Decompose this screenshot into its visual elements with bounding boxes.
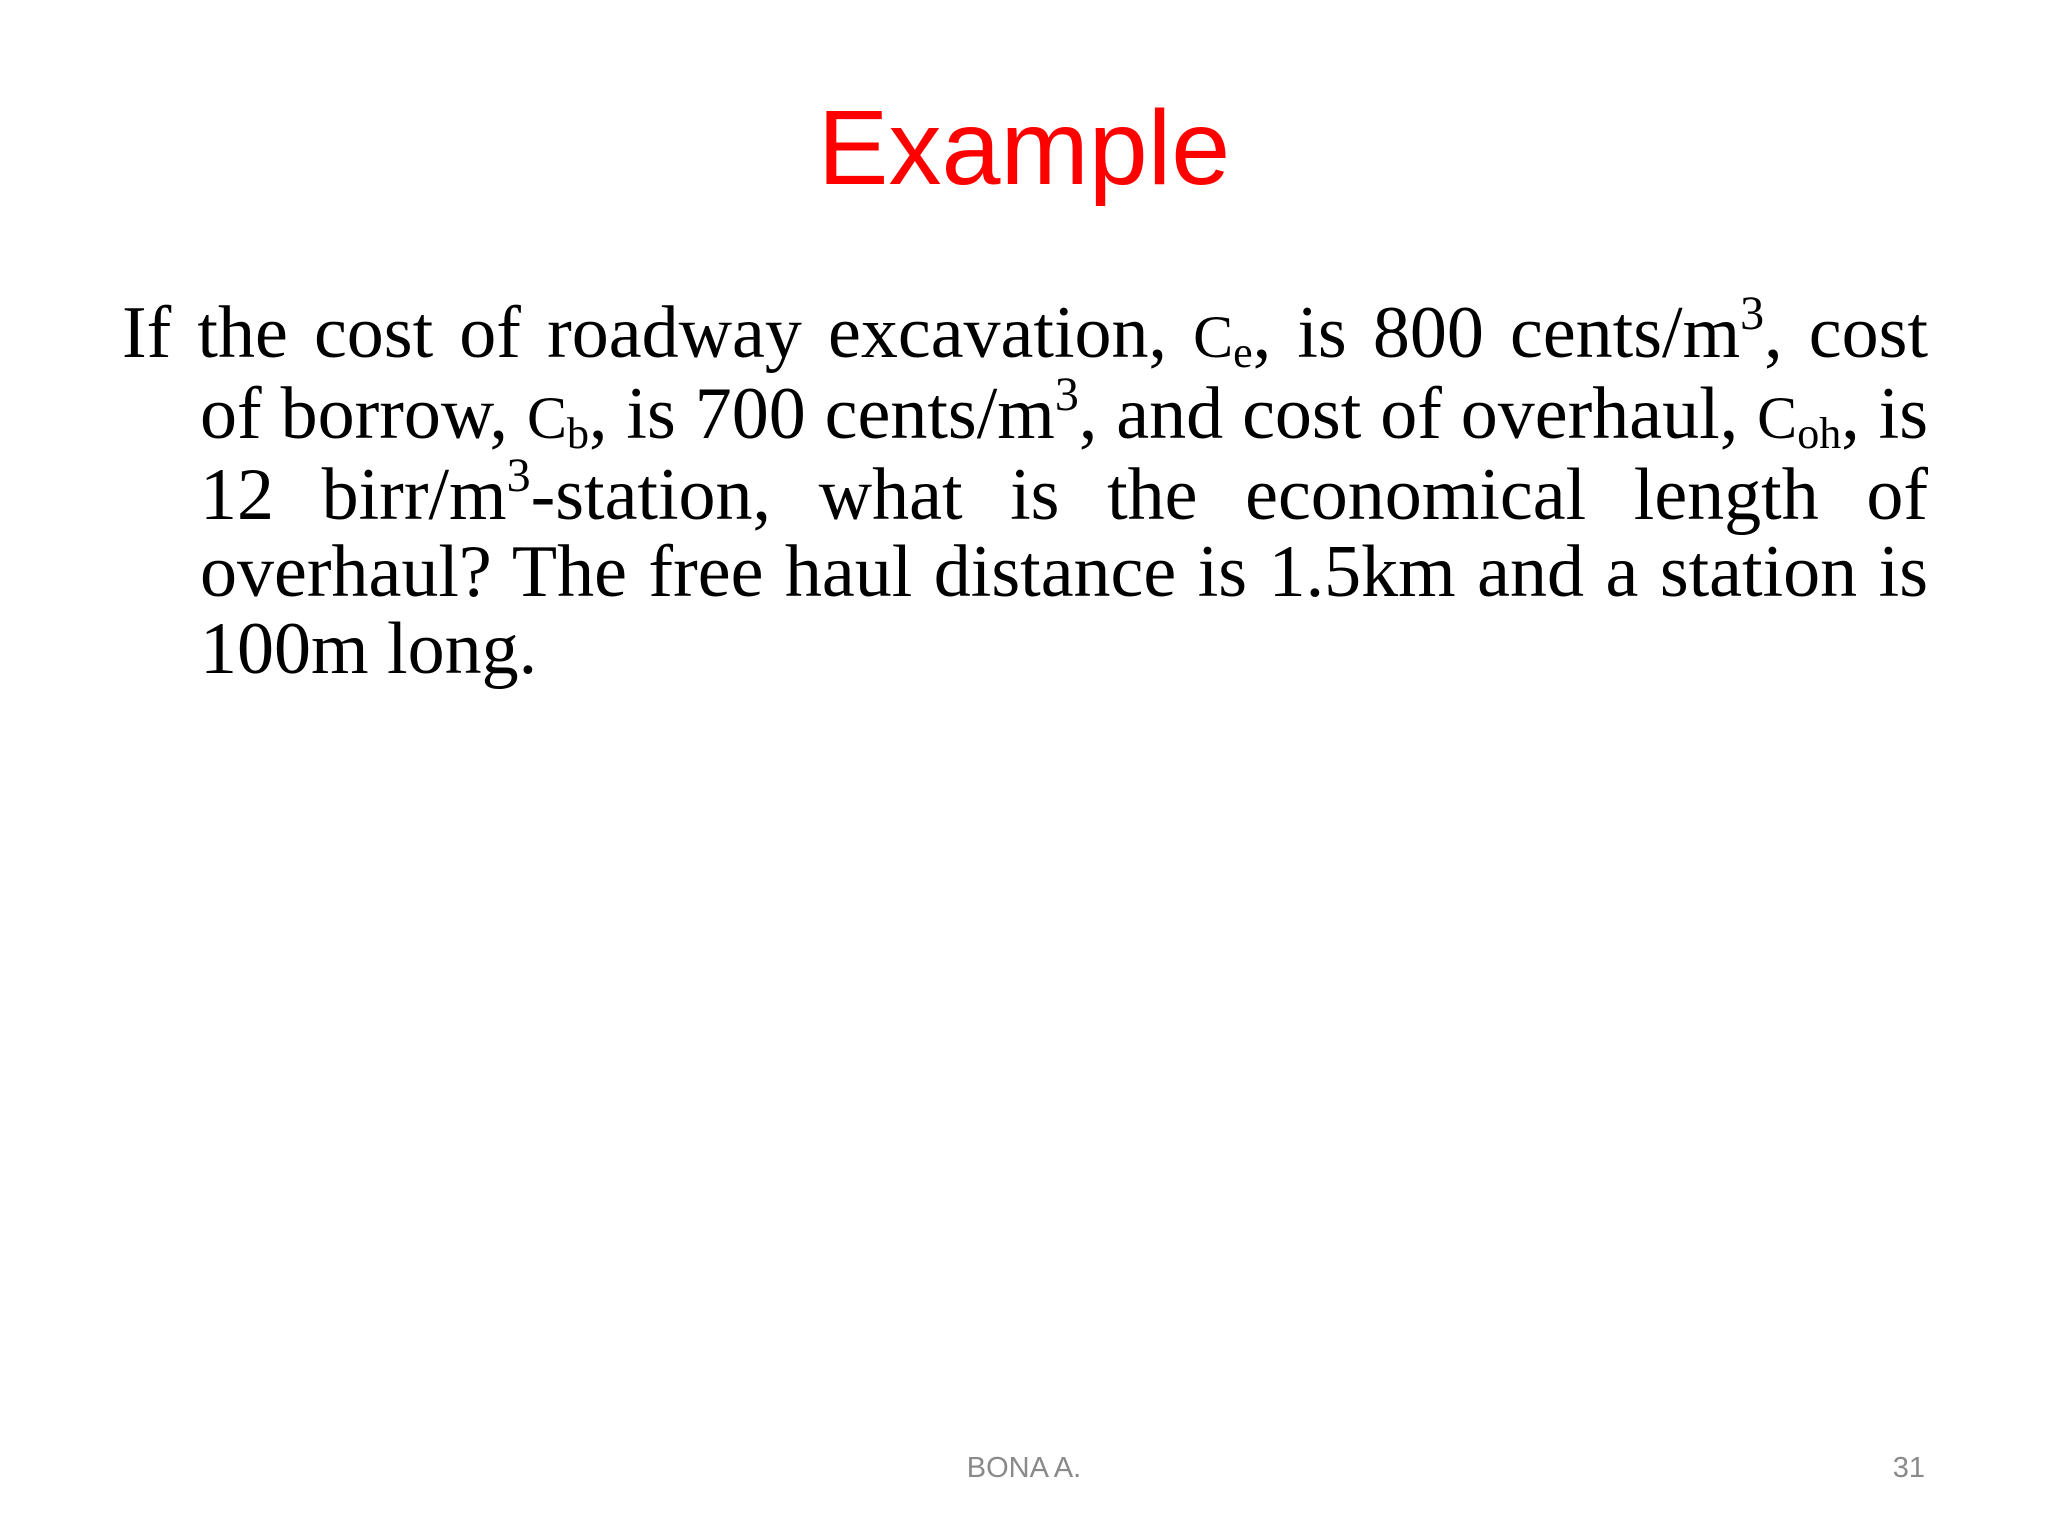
variable-ce [1193, 304, 1253, 377]
variable-subscript: b [566, 409, 589, 458]
footer-author: BONA A. [966, 1452, 1082, 1484]
variable-cb [526, 385, 589, 458]
text-segment: , is 800 cents/m [1252, 292, 1741, 374]
exponent: 3 [1054, 368, 1079, 421]
variable-coh [1757, 385, 1842, 458]
text-segment: , cost of borrow, [200, 292, 1928, 455]
problem-statement [122, 287, 1928, 690]
variable-base: C [1193, 304, 1234, 370]
variable-subscript: oh [1797, 409, 1842, 458]
variable-subscript: e [1233, 328, 1253, 377]
text-segment: , is 12 birr/m [200, 373, 1928, 536]
slide-number: 31 [1892, 1452, 1925, 1484]
variable-base: C [526, 385, 567, 451]
slide-title: Example [817, 89, 1231, 207]
text-segment: , is 700 cents/m [588, 373, 1055, 455]
text-segment: If the cost of roadway excavation, [122, 292, 1194, 374]
text-segment: , and cost of overhaul, [1078, 373, 1758, 455]
exponent: 3 [1740, 287, 1765, 340]
exponent: 3 [506, 449, 531, 502]
variable-base: C [1757, 385, 1798, 451]
text-segment: -station, what is the economical length of overhaul? The free haul distance is 1.5km and a station is 100m long. [200, 454, 1928, 690]
